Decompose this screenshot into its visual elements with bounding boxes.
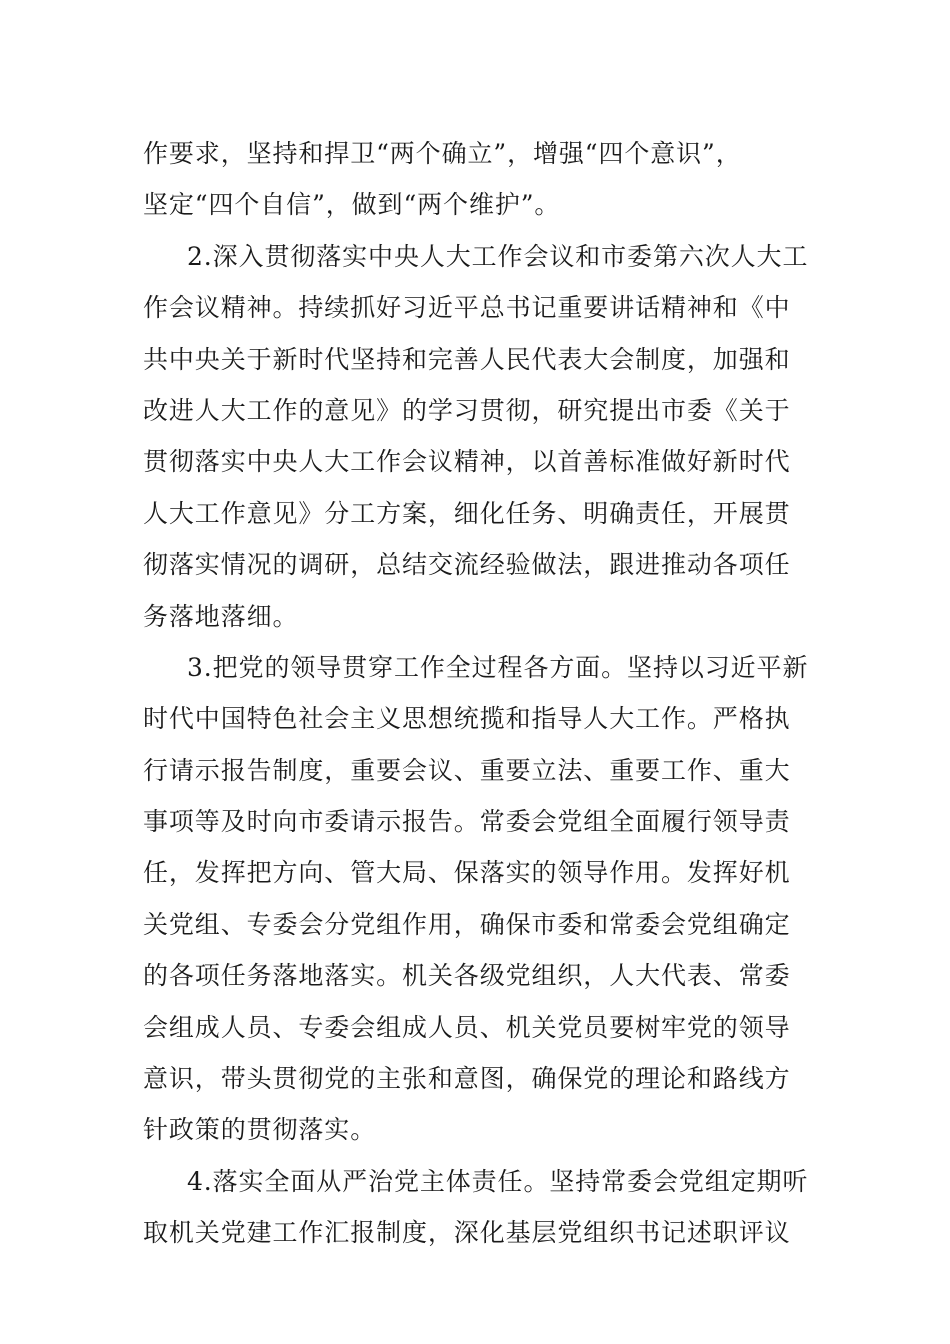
text-line: 行请示报告制度，重要会议、重要立法、重要工作、重大 <box>143 755 791 785</box>
text-line: 改进人大工作的意见》的学习贯彻，研究提出市委《关于 <box>143 395 791 425</box>
text-line: 坚定“四个自信”，做到“两个维护”。 <box>143 190 561 220</box>
text-line: 的各项任务落地落实。机关各级党组织，人大代表、常委 <box>143 961 791 991</box>
text-line: 贯彻落实中央人大工作会议精神，以首善标准做好新时代 <box>143 447 791 477</box>
text-line: 时代中国特色社会主义思想统揽和指导人大工作。严格执 <box>143 704 791 734</box>
document-body <box>143 128 807 1259</box>
text-line: 3.把党的领导贯穿工作全过程各方面。坚持以习近平新 <box>187 652 809 682</box>
text-line: 任，发挥把方向、管大局、保落实的领导作用。发挥好机 <box>143 858 791 888</box>
text-line: 意识，带头贯彻党的主张和意图，确保党的理论和路线方 <box>143 1064 791 1094</box>
text-line: 人大工作意见》分工方案，细化任务、明确责任，开展贯 <box>143 498 791 528</box>
text-line: 务落地落细。 <box>143 601 299 631</box>
text-line: 会组成人员、专委会组成人员、机关党员要树牢党的领导 <box>143 1012 791 1042</box>
text-line: 彻落实情况的调研，总结交流经验做法，跟进推动各项任 <box>143 550 791 580</box>
text-line: 作会议精神。持续抓好习近平总书记重要讲话精神和《中 <box>143 293 791 323</box>
text-line: 共中央关于新时代坚持和完善人民代表大会制度，加强和 <box>143 344 791 374</box>
text-line: 事项等及时向市委请示报告。常委会党组全面履行领导责 <box>143 807 791 837</box>
text-line: 2.深入贯彻落实中央人大工作会议和市委第六次人大工 <box>187 241 809 271</box>
text-line: 取机关党建工作汇报制度，深化基层党组织书记述职评议 <box>143 1218 791 1248</box>
text-line: 关党组、专委会分党组作用，确保市委和常委会党组确定 <box>143 909 791 939</box>
text-line: 作要求，坚持和捍卫“两个确立”，增强“四个意识”， <box>143 139 742 168</box>
text-line: 4.落实全面从严治党主体责任。坚持常委会党组定期听 <box>187 1166 809 1196</box>
text-line: 针政策的贯彻落实。 <box>143 1115 377 1145</box>
